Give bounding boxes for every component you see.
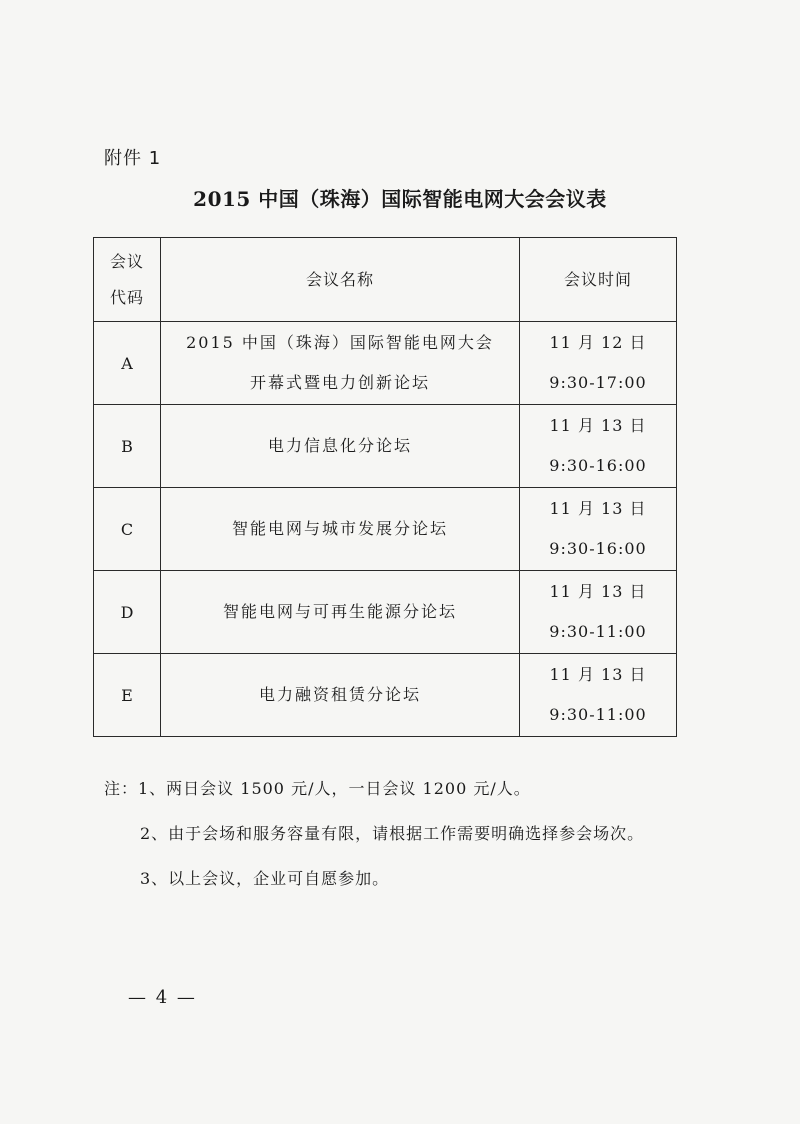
row-code: B [121,436,133,456]
header-code-cell [94,238,161,322]
row-time: 9:30-16:00 [549,539,647,558]
table-header-row [94,238,677,322]
row-date: 11 月 13 日 [549,499,647,518]
row-name-cell [161,405,520,488]
row-name-line: 电力融资租赁分论坛 [258,685,421,704]
page-number: — 4 — [128,987,197,1008]
row-code: E [121,685,133,705]
row-date: 11 月 13 日 [549,582,647,601]
row-name-cell [161,322,520,405]
row-name-cell [161,571,520,654]
row-date: 11 月 12 日 [549,333,647,352]
row-time-cell [520,405,677,488]
row-code-cell [94,405,161,488]
header-name: 会议名称 [305,269,374,289]
table-row [94,405,677,488]
row-time-cell [520,322,677,405]
note-line: 注：1、两日会议 1500 元/人，一日会议 1200 元/人。 [104,779,531,798]
note-line: 3、以上会议，企业可自愿参加。 [140,869,390,888]
row-time: 9:30-11:00 [549,622,647,641]
row-date: 11 月 13 日 [549,416,647,435]
row-code-cell [94,488,161,571]
row-name-line: 2015 中国（珠海）国际智能电网大会 [186,333,494,352]
row-code-cell [94,322,161,405]
row-code: D [120,602,134,622]
attachment-label: 附件 1 [104,148,162,169]
header-time: 会议时间 [563,269,632,289]
row-date: 11 月 13 日 [549,665,647,684]
row-code-cell [94,571,161,654]
header-code-line-1: 会议 [109,251,144,271]
row-name-line: 智能电网与城市发展分论坛 [231,519,448,538]
header-code-line-2: 代码 [109,287,144,307]
row-time: 9:30-16:00 [549,456,647,475]
row-time: 9:30-17:00 [549,373,647,392]
row-code: C [120,519,134,539]
row-code: A [121,353,133,373]
row-name-cell [161,488,520,571]
row-name-line: 智能电网与可再生能源分论坛 [222,602,457,621]
row-time-cell [520,571,677,654]
notes-section [104,766,644,901]
row-time: 9:30-11:00 [549,705,647,724]
note-line: 2、由于会场和服务容量有限，请根据工作需要明确选择参会场次。 [140,824,645,843]
row-time-cell [520,654,677,737]
row-time-cell [520,488,677,571]
meeting-table [93,237,677,737]
row-name-line: 开幕式暨电力创新论坛 [249,373,430,392]
header-time-cell [520,238,677,322]
header-name-cell [161,238,520,322]
table-row [94,571,677,654]
row-name-cell [161,654,520,737]
row-name-line: 电力信息化分论坛 [267,436,412,455]
table-row [94,654,677,737]
row-code-cell [94,654,161,737]
table-row [94,322,677,405]
table-row [94,488,677,571]
document-title: 2015 中国（珠海）国际智能电网大会会议表 [193,187,607,211]
